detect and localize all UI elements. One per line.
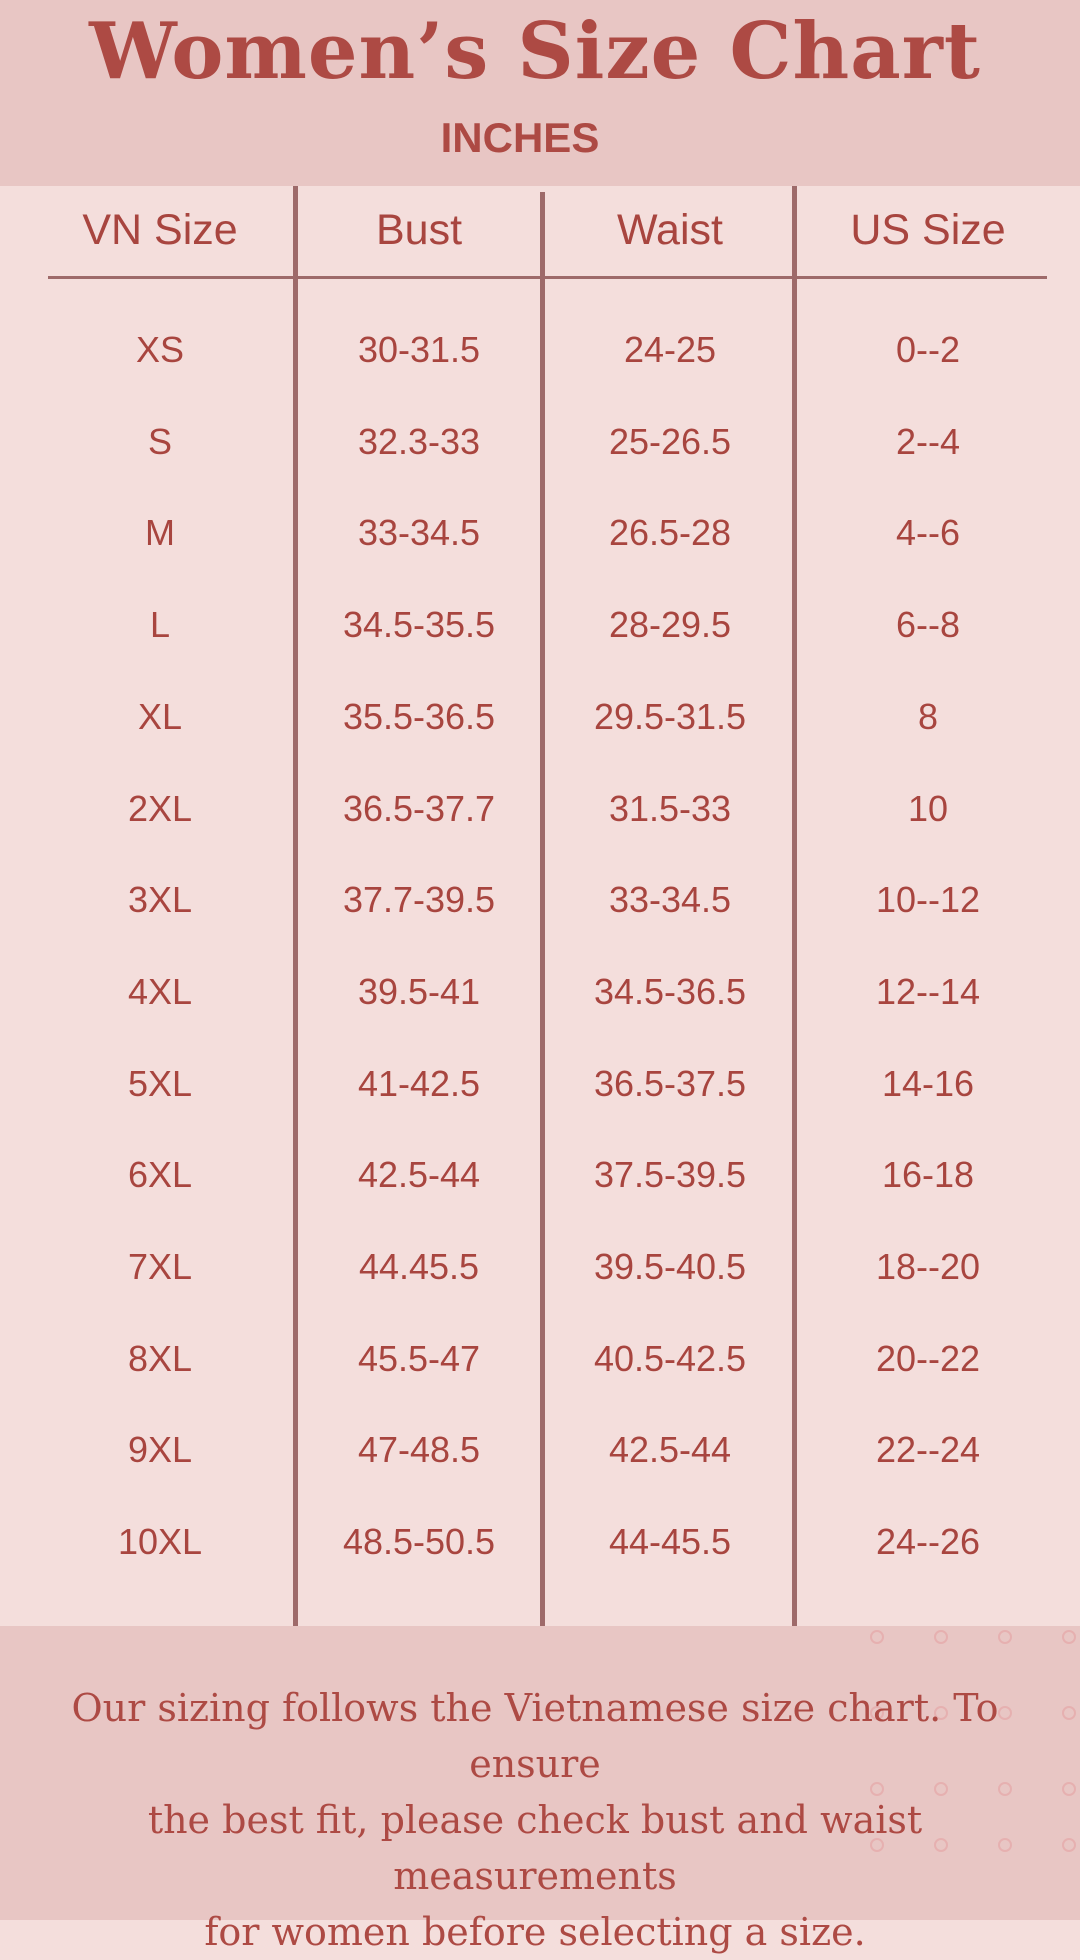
table-row xyxy=(0,1145,1080,1205)
footer-note xyxy=(10,1680,1060,1960)
table-row xyxy=(0,320,1080,380)
vn-size-cell: XS xyxy=(135,329,185,370)
us-size-cell: 12--14 xyxy=(875,970,981,1012)
waist-cell: 36.5-37.5 xyxy=(593,1062,747,1104)
vn-size-cell: 3XL xyxy=(127,879,193,921)
us-size-cell: 16-18 xyxy=(881,1154,975,1196)
column-header-bust: Bust xyxy=(375,206,463,254)
table-row xyxy=(0,779,1080,839)
bust-cell: 30-31.5 xyxy=(357,329,481,370)
waist-cell: 42.5-44 xyxy=(608,1429,732,1471)
table-row xyxy=(0,1054,1080,1114)
table-row xyxy=(0,412,1080,472)
table-row xyxy=(0,687,1080,747)
decorative-dot xyxy=(1062,1630,1076,1644)
footer-line: for women before selecting a size. xyxy=(204,1910,866,1954)
vn-size-cell: 8XL xyxy=(127,1337,193,1379)
table-row xyxy=(0,962,1080,1022)
bust-cell: 32.3-33 xyxy=(357,420,481,462)
table-row xyxy=(0,1420,1080,1480)
bust-cell: 41-42.5 xyxy=(357,1062,481,1104)
us-size-cell: 6--8 xyxy=(895,604,961,646)
us-size-cell: 10 xyxy=(907,787,949,829)
vn-size-cell: L xyxy=(149,604,171,646)
waist-cell: 39.5-40.5 xyxy=(593,1246,747,1287)
waist-cell: 28-29.5 xyxy=(608,604,732,646)
bust-cell: 48.5-50.5 xyxy=(342,1521,496,1563)
decorative-dot xyxy=(1062,1782,1076,1796)
table-row xyxy=(0,1237,1080,1297)
page-title: Women’s Size Chart xyxy=(89,6,981,97)
column-header-waist: Waist xyxy=(617,206,723,254)
header-divider xyxy=(48,276,1047,279)
vn-size-cell: 2XL xyxy=(127,787,193,829)
decorative-dot xyxy=(998,1630,1012,1644)
table-row xyxy=(0,870,1080,930)
bust-cell: 45.5-47 xyxy=(357,1337,481,1379)
us-size-cell: 18--20 xyxy=(875,1246,981,1287)
waist-cell: 40.5-42.5 xyxy=(593,1337,747,1379)
us-size-cell: 8 xyxy=(917,695,939,737)
column-header-vn-size: VN Size xyxy=(82,206,238,254)
bust-cell: 36.5-37.7 xyxy=(342,787,496,829)
waist-cell: 44-45.5 xyxy=(608,1521,732,1563)
table-row xyxy=(0,503,1080,563)
vn-size-cell: S xyxy=(147,420,172,462)
bust-cell: 34.5-35.5 xyxy=(342,604,496,646)
waist-cell: 26.5-28 xyxy=(608,512,732,554)
waist-cell: 24-25 xyxy=(623,329,717,370)
waist-cell: 37.5-39.5 xyxy=(593,1154,747,1196)
bust-cell: 44.45.5 xyxy=(358,1246,480,1287)
decorative-dot xyxy=(934,1630,948,1644)
bust-cell: 37.7-39.5 xyxy=(342,879,496,921)
footer-line: the best fit, please check bust and waist measurements xyxy=(147,1798,923,1898)
vn-size-cell: 4XL xyxy=(127,970,193,1012)
decorative-dot xyxy=(870,1630,884,1644)
bust-cell: 47-48.5 xyxy=(357,1429,481,1471)
footer-line: Our sizing follows the Vietnamese size chart. To ensure xyxy=(71,1686,999,1786)
vn-size-cell: M xyxy=(145,512,175,554)
waist-cell: 29.5-31.5 xyxy=(593,695,747,737)
us-size-cell: 10--12 xyxy=(875,879,981,921)
us-size-cell: 0--2 xyxy=(895,329,961,370)
vn-size-cell: 5XL xyxy=(127,1062,193,1104)
column-header-us-size: US Size xyxy=(850,206,1006,254)
vn-size-cell: 9XL xyxy=(127,1429,193,1471)
bust-cell: 35.5-36.5 xyxy=(342,695,496,737)
bust-cell: 42.5-44 xyxy=(357,1154,481,1196)
vn-size-cell: 10XL xyxy=(117,1521,203,1563)
bust-cell: 33-34.5 xyxy=(357,512,481,554)
table-row xyxy=(0,595,1080,655)
us-size-cell: 20--22 xyxy=(875,1337,981,1379)
us-size-cell: 14-16 xyxy=(881,1062,975,1104)
us-size-cell: 24--26 xyxy=(875,1521,981,1563)
us-size-cell: 2--4 xyxy=(895,420,961,462)
us-size-cell: 22--24 xyxy=(875,1429,981,1471)
vn-size-cell: 7XL xyxy=(127,1246,193,1287)
bust-cell: 39.5-41 xyxy=(357,970,481,1012)
waist-cell: 34.5-36.5 xyxy=(593,970,747,1012)
decorative-dot xyxy=(1062,1838,1076,1852)
page-subtitle: INCHES xyxy=(440,114,600,161)
table-row xyxy=(0,1329,1080,1389)
us-size-cell: 4--6 xyxy=(895,512,961,554)
waist-cell: 25-26.5 xyxy=(608,420,732,462)
table-row xyxy=(0,1512,1080,1572)
waist-cell: 31.5-33 xyxy=(608,787,732,829)
waist-cell: 33-34.5 xyxy=(608,879,732,921)
vn-size-cell: 6XL xyxy=(127,1154,193,1196)
decorative-dot xyxy=(1062,1706,1076,1720)
vn-size-cell: XL xyxy=(137,695,183,737)
